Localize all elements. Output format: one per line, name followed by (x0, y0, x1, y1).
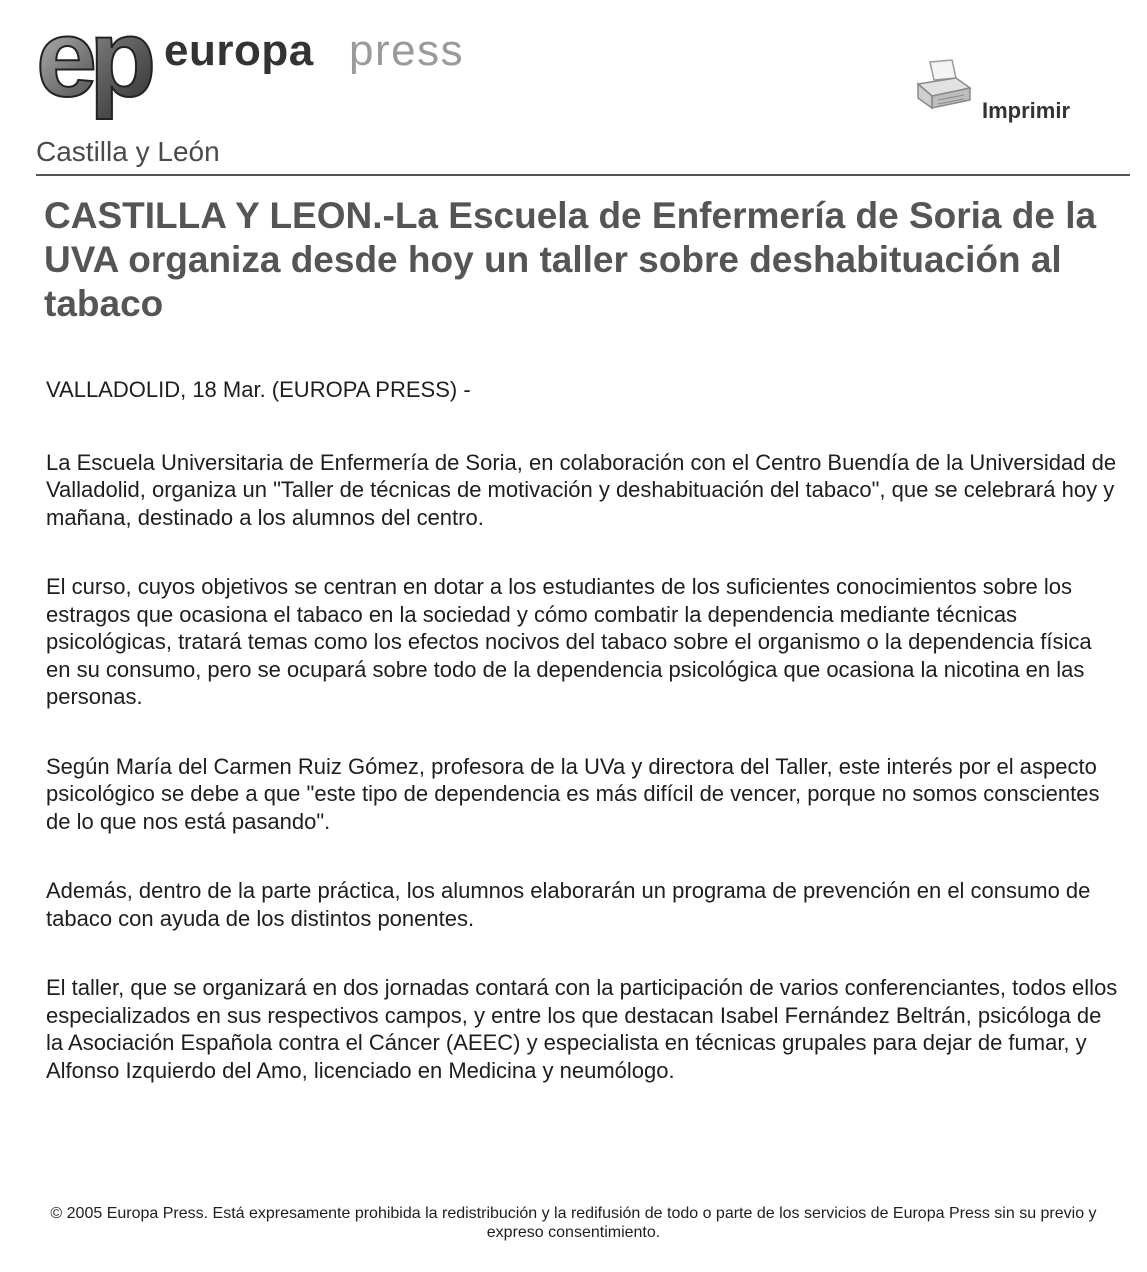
logo-word-press: press (349, 26, 465, 75)
print-button[interactable] (912, 58, 1112, 128)
article-dateline: VALLADOLID, 18 Mar. (EUROPA PRESS) - (46, 377, 471, 402)
article-body (46, 376, 1121, 1126)
section-title: Castilla y León (36, 136, 220, 167)
article-paragraph-4: Además, dentro de la parte práctica, los alumnos elaborarán un programa de prevención en el consumo de tabaco con ayuda de los distintos ponentes. (46, 878, 1091, 931)
article-paragraph-3: Según María del Carmen Ruiz Gómez, profesora de la UVa y directora del Taller, este interés por el aspecto psicológico se debe a que "este tipo de dependencia es más difícil de vencer, porque no somos conscientes de lo que nos está pasando". (46, 753, 1100, 834)
copyright-footer: © 2005 Europa Press. Está expresamente prohibida la redistribución y la redifusión de todo o parte de los servicios de Europa Press sin su previo y expreso consentimiento. (50, 1205, 1097, 1241)
print-label[interactable]: Imprimir (982, 98, 1071, 123)
header-divider (36, 174, 1130, 176)
svg-text:ep: ep (36, 8, 149, 120)
ep-logo-mark (36, 8, 156, 123)
logo-word-europa: europa (164, 26, 314, 75)
article-paragraph-1: La Escuela Universitaria de Enfermería de Soria, en colaboración con el Centro Buendía de la Universidad de Valladolid, organiza un "Taller de técnicas de motivación y deshabituación del tabaco", que se celebrará hoy y mañana, destinado a los alumnos del centro. (46, 449, 1117, 530)
printer-icon (912, 58, 976, 114)
article-paragraph-2: El curso, cuyos objetivos se centran en dotar a los estudiantes de los suficientes conocimientos sobre los estragos que ocasiona el tabaco en la sociedad y cómo combatir la dependencia mediante técnicas psicológicas, tratará temas como los efectos nocivos del tabaco sobre el organismo o la dependencia física en su consumo, pero se ocupará sobre todo de la dependencia psicológica que ocasiona la nicotina en las personas. (46, 574, 1092, 709)
article-headline: CASTILLA Y LEON.-La Escuela de Enfermería de Soria de la UVA organiza desde hoy un taller sobre deshabituación al tabaco (44, 195, 1097, 324)
europa-press-logo (36, 8, 496, 123)
article-paragraph-5: El taller, que se organizará en dos jornadas contará con la participación de varios conferenciantes, todos ellos especializados en sus respectivos campos, y entre los que destacan Isabel Fernández Beltrán, psicóloga de la Asociación Española contra el Cáncer (AEEC) y especialista en técnicas grupales para dejar de fumar, y Alfonso Izquierdo del Amo, licenciado en Medicina y neumólogo. (46, 975, 1118, 1083)
